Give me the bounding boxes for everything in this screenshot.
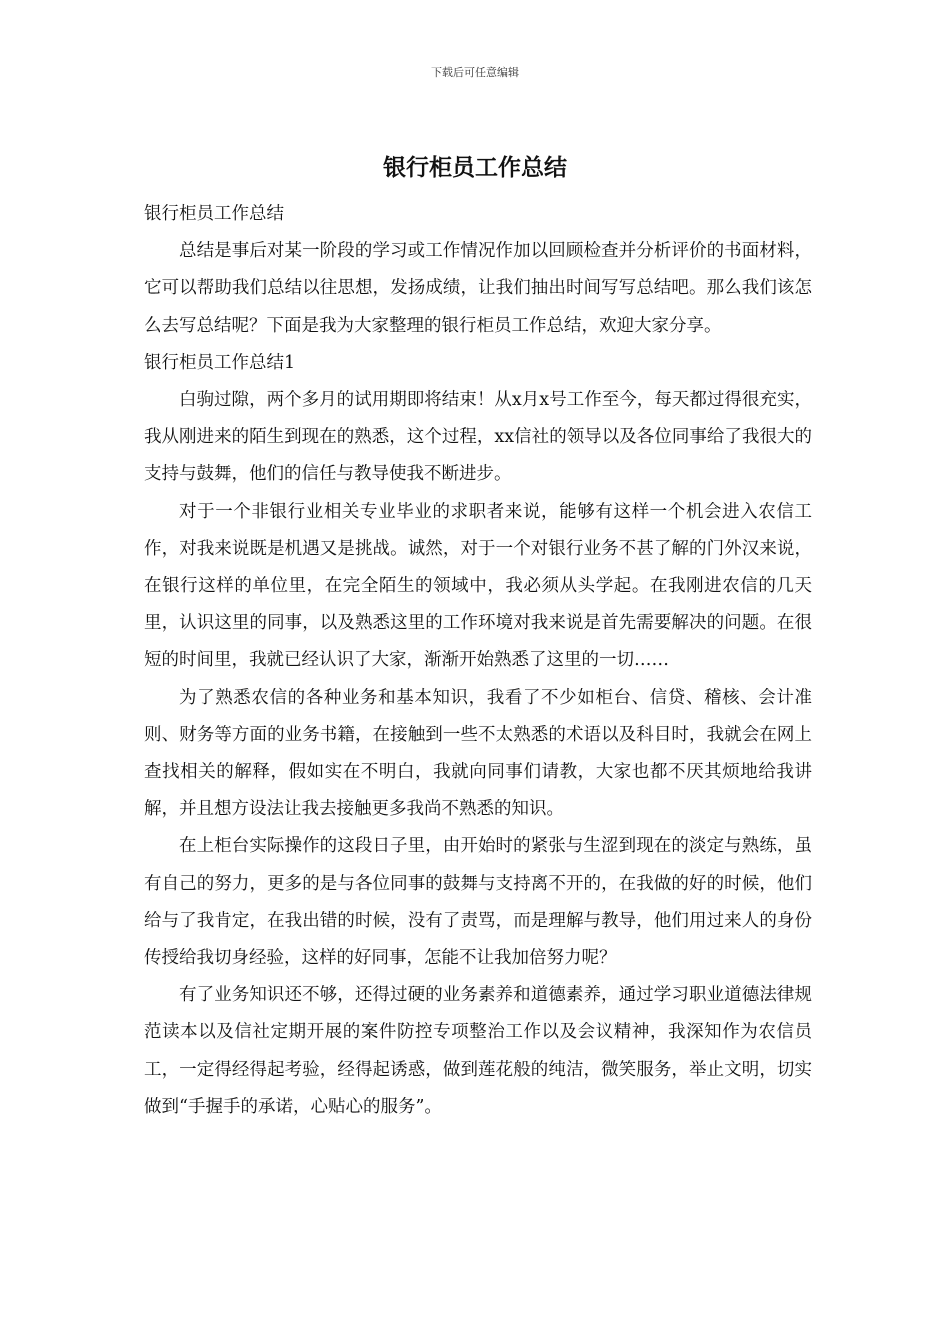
section-heading: 银行柜员工作总结1: [144, 352, 296, 373]
body-paragraph: 为了熟悉农信的各种业务和基本知识，我看了不少如柜台、信贷、稽核、会计准则、财务等方面的业务书籍，在接触到一些不太熟悉的术语以及科目时，我就会在网上查找相关的解释，假如实在不明白，我就向同事们请教，大家也都不厌其烦地给我讲解，并且想方设法让我去接触更多我尚不熟悉的知识。: [144, 687, 812, 820]
body-paragraph: 在上柜台实际操作的这段日子里，由开始时的紧张与生涩到现在的淡定与熟练，虽有自己的努力，更多的是与各位同事的鼓舞与支持离不开的，在我做的好的时候，他们给与了我肯定，在我出错的时候，没有了责骂，而是理解与教导，他们用过来人的身份传授给我切身经验，这样的好同事，怎能不让我加倍努力呢？: [144, 836, 812, 969]
header-note: 下载后可任意编辑: [431, 66, 519, 79]
document-title: 银行柜员工作总结: [383, 154, 567, 181]
body-paragraph: 总结是事后对某一阶段的学习或工作情况作加以回顾检查并分析评价的书面材料，它可以帮助我们总结以往思想，发扬成绩，让我们抽出时间写写总结吧。那么我们该怎么去写总结呢？下面是我为大家整理的银行柜员工作总结，欢迎大家分享。: [144, 241, 812, 336]
body-paragraph: 白驹过隙，两个多月的试用期即将结束！从x月x号工作至今，每天都过得很充实，我从刚进来的陌生到现在的熟悉，这个过程，xx信社的领导以及各位同事给了我很大的支持与鼓舞，他们的信任与教导使我不断进步。: [144, 390, 812, 485]
document-body: [144, 196, 812, 1126]
body-paragraph: 有了业务知识还不够，还得过硬的业务素养和道德素养，通过学习职业道德法律规范读本以及信社定期开展的案件防控专项整治工作以及会议精神，我深知作为农信员工，一定得经得起考验，经得起诱惑，做到莲花般的纯洁，微笑服务，举止文明，切实做到“手握手的承诺，心贴心的服务”。: [144, 985, 812, 1117]
body-paragraph: 对于一个非银行业相关专业毕业的求职者来说，能够有这样一个机会进入农信工作，对我来说既是机遇又是挑战。诚然，对于一个对银行业务不甚了解的门外汉来说，在银行这样的单位里，在完全陌生的领域中，我必须从头学起。在我刚进农信的几天里，认识这里的同事，以及熟悉这里的工作环境对我来说是首先需要解决的问题。在很短的时间里，我就已经认识了大家，渐渐开始熟悉了这里的一切……: [144, 501, 812, 671]
section-heading: 银行柜员工作总结: [144, 204, 284, 224]
